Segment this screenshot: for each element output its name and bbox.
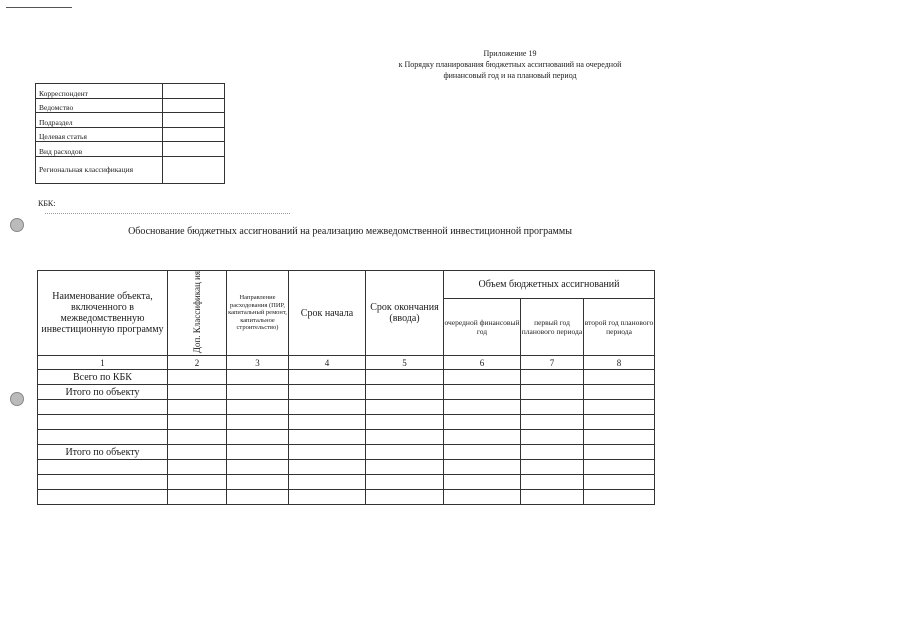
- table-cell: [521, 400, 584, 415]
- table-cell: [168, 370, 227, 385]
- table-cell: [227, 460, 289, 475]
- classification-value: [163, 156, 225, 183]
- classification-row: [36, 84, 225, 99]
- classification-label: Целевая статья: [36, 127, 163, 142]
- table-row: [38, 445, 655, 460]
- classification-row: [36, 113, 225, 128]
- table-body: [38, 370, 655, 505]
- appendix-line2: финансовый год и на плановый период: [443, 71, 577, 80]
- header-direction: Направление расходования (ПИР, капитальный ремонт, капитальное строительство): [227, 271, 289, 356]
- column-number: 5: [366, 356, 444, 370]
- classification-value: [163, 84, 225, 99]
- table-row: [38, 400, 655, 415]
- row-label: [38, 430, 168, 445]
- table-cell: [444, 370, 521, 385]
- table-cell: [444, 490, 521, 505]
- table-cell: [521, 430, 584, 445]
- top-scan-line: [6, 7, 72, 8]
- table-cell: [584, 445, 655, 460]
- table-cell: [168, 490, 227, 505]
- table-cell: [289, 460, 366, 475]
- punch-hole-icon: [10, 218, 24, 232]
- table-row: [38, 415, 655, 430]
- table-cell: [289, 445, 366, 460]
- table-cell: [584, 430, 655, 445]
- table-cell: [366, 400, 444, 415]
- table-cell: [366, 475, 444, 490]
- table-cell: [584, 475, 655, 490]
- table-cell: [521, 415, 584, 430]
- column-numbers-row: [38, 356, 655, 370]
- table-cell: [227, 400, 289, 415]
- table-cell: [584, 370, 655, 385]
- table-cell: [289, 415, 366, 430]
- header-object-name: Наименование объекта, включенного в межведомственную инвестиционную программу: [38, 271, 168, 356]
- table-cell: [521, 460, 584, 475]
- column-number: 1: [38, 356, 168, 370]
- table-cell: [521, 385, 584, 400]
- table-cell: [289, 475, 366, 490]
- table-cell: [227, 475, 289, 490]
- header-dop-classification: [168, 271, 227, 356]
- table-cell: [289, 400, 366, 415]
- row-label: [38, 415, 168, 430]
- classification-row: [36, 127, 225, 142]
- row-label: [38, 490, 168, 505]
- table-cell: [168, 385, 227, 400]
- header-current-year: очередной финансовый год: [444, 299, 521, 356]
- punch-hole-icon: [10, 392, 24, 406]
- table-cell: [366, 490, 444, 505]
- column-number: 3: [227, 356, 289, 370]
- column-number: 2: [168, 356, 227, 370]
- header-end: Срок окончания (ввода): [366, 271, 444, 356]
- row-label: Всего по КБК: [38, 370, 168, 385]
- table-cell: [366, 370, 444, 385]
- classification-label: Региональная классификация: [36, 156, 163, 183]
- table-cell: [227, 445, 289, 460]
- kbk-dotted-line: [45, 213, 290, 214]
- appendix-line1: к Порядку планирования бюджетных ассигнований на очередной: [398, 60, 622, 69]
- table-cell: [366, 385, 444, 400]
- header-first-year: первый год планового периода: [521, 299, 584, 356]
- table-cell: [444, 415, 521, 430]
- column-number: 8: [584, 356, 655, 370]
- classification-row: [36, 142, 225, 157]
- header-start: Срок начала: [289, 271, 366, 356]
- table-cell: [584, 400, 655, 415]
- table-cell: [366, 460, 444, 475]
- table-row: [38, 370, 655, 385]
- table-cell: [168, 430, 227, 445]
- table-row: [38, 475, 655, 490]
- table-row: [38, 385, 655, 400]
- table-cell: [444, 475, 521, 490]
- header-volume: Объем бюджетных ассигнований: [444, 271, 655, 299]
- classification-value: [163, 98, 225, 113]
- classification-table: [35, 83, 225, 184]
- table-cell: [366, 415, 444, 430]
- table-cell: [444, 430, 521, 445]
- row-label: Итого по объекту: [38, 385, 168, 400]
- table-cell: [444, 460, 521, 475]
- classification-label: Подраздел: [36, 113, 163, 128]
- classification-value: [163, 127, 225, 142]
- classification-label: Вид расходов: [36, 142, 163, 157]
- classification-label: Корреспондент: [36, 84, 163, 99]
- table-cell: [227, 430, 289, 445]
- kbk-label: КБК:: [38, 199, 56, 208]
- table-cell: [227, 385, 289, 400]
- table-cell: [289, 370, 366, 385]
- table-cell: [521, 490, 584, 505]
- classification-row: [36, 98, 225, 113]
- table-cell: [444, 445, 521, 460]
- table-cell: [444, 385, 521, 400]
- table-row: [38, 490, 655, 505]
- table-cell: [289, 490, 366, 505]
- table-cell: [168, 400, 227, 415]
- header-second-year: второй год планового периода: [584, 299, 655, 356]
- table-row: [38, 430, 655, 445]
- table-cell: [584, 460, 655, 475]
- table-cell: [521, 475, 584, 490]
- column-number: 6: [444, 356, 521, 370]
- table-cell: [227, 370, 289, 385]
- appendix-title: Приложение 19: [483, 49, 537, 58]
- row-label: Итого по объекту: [38, 445, 168, 460]
- column-number: 7: [521, 356, 584, 370]
- column-number: 4: [289, 356, 366, 370]
- classification-label: Ведомство: [36, 98, 163, 113]
- table-cell: [168, 415, 227, 430]
- table-cell: [289, 430, 366, 445]
- table-cell: [366, 445, 444, 460]
- table-cell: [521, 370, 584, 385]
- table-cell: [168, 460, 227, 475]
- table-cell: [444, 400, 521, 415]
- table-cell: [227, 490, 289, 505]
- header-dop-label: Доп. Классификац ия: [192, 271, 202, 354]
- table-cell: [168, 445, 227, 460]
- table-cell: [227, 415, 289, 430]
- row-label: [38, 400, 168, 415]
- table-cell: [584, 415, 655, 430]
- row-label: [38, 475, 168, 490]
- table-cell: [168, 475, 227, 490]
- appendix-header: [360, 48, 660, 81]
- investment-table: [37, 270, 655, 505]
- classification-value: [163, 113, 225, 128]
- table-cell: [584, 385, 655, 400]
- table-cell: [584, 490, 655, 505]
- classification-row: [36, 156, 225, 183]
- table-cell: [521, 445, 584, 460]
- table-cell: [366, 430, 444, 445]
- document-title: Обоснование бюджетных ассигнований на реализацию межведомственной инвестиционной программы: [128, 226, 572, 237]
- row-label: [38, 460, 168, 475]
- table-row: [38, 460, 655, 475]
- classification-value: [163, 142, 225, 157]
- table-cell: [289, 385, 366, 400]
